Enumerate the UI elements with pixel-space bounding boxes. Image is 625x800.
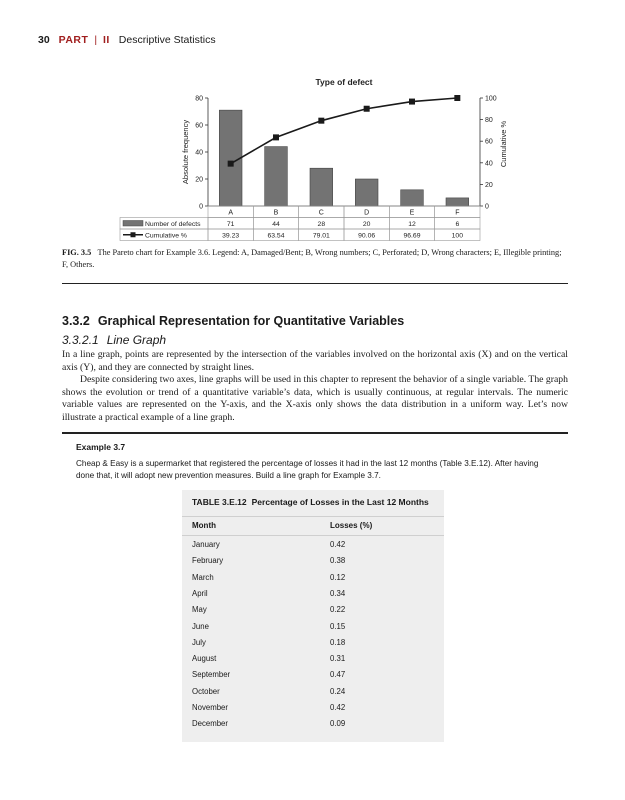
data-table-value: 28 [317, 220, 326, 228]
y2-tick-label: 100 [485, 95, 497, 103]
figure-divider [62, 283, 568, 284]
example-text: Cheap & Easy is a supermarket that registered the percentage of losses it had in the last 12 months (Table 3.E.12). After having done that, it will adopt new prevention measures. Build a line graph for Example 3.7. [76, 459, 539, 480]
table-cell: 0.38 [330, 556, 346, 566]
figure-label: FIG. 3.5 [62, 248, 92, 257]
table-row [182, 651, 444, 667]
subsection-number: 3.3.2.1 [62, 333, 99, 347]
table-cell: December [192, 719, 228, 729]
table-row [182, 570, 444, 586]
y-tick-label: 0 [199, 203, 203, 211]
table-row [182, 537, 444, 553]
y-tick-label: 40 [195, 149, 203, 157]
table-row [182, 586, 444, 602]
table-title [192, 497, 434, 507]
bar [265, 147, 288, 206]
y2-tick-label: 60 [485, 138, 493, 146]
book-section-title: Descriptive Statistics [118, 34, 216, 46]
y2-tick-label: 40 [485, 160, 493, 168]
bar [401, 190, 424, 206]
table-cell: July [192, 637, 206, 647]
table-row [182, 602, 444, 618]
bar [310, 168, 333, 206]
table-cell: 0.22 [330, 605, 346, 615]
table-cell: September [192, 670, 231, 680]
part-number: II [103, 34, 110, 46]
table-cell: June [192, 621, 209, 631]
x-category-label: D [364, 209, 370, 217]
data-table-value: 6 [455, 220, 460, 228]
bar [355, 179, 378, 206]
x-category-label: C [318, 209, 324, 217]
table-cell: 0.24 [330, 686, 346, 696]
y2-axis-title: Cumulative % [499, 120, 508, 168]
table-row [182, 684, 444, 700]
example-box [62, 432, 568, 744]
data-table-value: 71 [226, 220, 235, 228]
y-tick-label: 80 [195, 95, 203, 103]
page-number: 30 [38, 34, 50, 46]
section-number: 3.3.2 [62, 314, 90, 328]
legend-line-marker [131, 232, 136, 237]
table-cell: 0.12 [330, 572, 346, 582]
cumulative-point [318, 118, 324, 124]
section-title [62, 314, 404, 328]
cumulative-point [364, 106, 370, 112]
x-category-label: A [228, 209, 234, 217]
running-header [38, 34, 216, 46]
data-table-value: 79.01 [312, 232, 330, 240]
data-table-value: 44 [272, 220, 280, 228]
part-separator: | [94, 34, 98, 46]
table-header-cell: Losses (%) [330, 521, 373, 530]
table-header-row [182, 517, 444, 535]
table-cell: 0.09 [330, 719, 346, 729]
legend-label: Cumulative % [145, 232, 187, 240]
table-cell: January [192, 540, 220, 549]
bar [446, 198, 469, 206]
table-cell: March [192, 572, 214, 582]
legend-bar-swatch [123, 221, 143, 227]
table-cell: August [192, 654, 217, 664]
subsection-title-text: Line Graph [106, 333, 167, 347]
table-cell: 0.15 [330, 621, 346, 631]
part-label: PART [58, 34, 89, 46]
table-row [182, 619, 444, 635]
legend-label: Number of defects [145, 220, 201, 228]
losses-table [182, 490, 444, 742]
table-row [182, 667, 444, 683]
table-cell: February [192, 556, 224, 566]
data-table-value: 100 [451, 232, 464, 240]
section-title-text: Graphical Representation for Quantitative Variables [97, 314, 405, 328]
x-category-label: F [455, 209, 460, 217]
y2-tick-label: 20 [485, 181, 493, 189]
data-table-value: 96.69 [403, 232, 421, 240]
table-cell: 0.42 [330, 703, 346, 712]
table-cell: 0.18 [330, 637, 346, 647]
paragraph: Despite considering two axes, line graphs will be used in this chapter to represent the behavior of a single variable. The graph shows the evolution or trend of a quantitative variable’s data, which is usually continuous, at regular intervals. The numeric variable values are represented on the Y-axis, and the X-axis only shows the data distribution in a uniform way. Let’s now illustrate a practical example of a line graph. [62, 374, 568, 423]
chart-title: Type of defect [315, 77, 373, 87]
subsection-title [62, 333, 166, 347]
table-cell: May [192, 605, 207, 615]
table-row [182, 700, 444, 716]
table-cell: October [192, 686, 220, 696]
bar [219, 110, 242, 206]
figure-caption [62, 247, 567, 271]
pareto-chart [0, 70, 625, 248]
data-table-value: 20 [362, 220, 371, 228]
table-header-cell: Month [192, 521, 216, 530]
data-table-value: 63.54 [267, 232, 285, 240]
table-cell: April [192, 588, 208, 598]
table-label: TABLE 3.E.12 [192, 497, 247, 507]
table-cell: 0.31 [330, 654, 346, 664]
table-cell: 0.42 [330, 540, 346, 549]
y-tick-label: 20 [195, 176, 203, 184]
y-tick-label: 60 [195, 122, 203, 130]
table-cell: November [192, 703, 228, 712]
data-table-value: 12 [408, 220, 416, 228]
x-category-label: E [409, 209, 415, 217]
table-title-text: Percentage of Losses in the Last 12 Months [251, 497, 429, 507]
y2-tick-label: 80 [485, 117, 493, 125]
y2-tick-label: 0 [485, 203, 489, 211]
paragraph: In a line graph, points are represented by the intersection of the variables involved on the horizontal axis (X) and on the vertical axis (Y), and they are connected by straight lines. [62, 349, 568, 373]
data-table-value: 39.23 [222, 232, 240, 240]
table-row [182, 553, 444, 569]
table-cell: 0.34 [330, 588, 346, 598]
example-title: Example 3.7 [76, 442, 126, 452]
table-row [182, 716, 444, 732]
table-row [182, 635, 444, 651]
cumulative-point [409, 99, 415, 105]
data-table-value: 90.06 [358, 232, 376, 240]
y-axis-title: Absolute frequency [181, 119, 190, 185]
table-rule [182, 535, 444, 536]
table-cell: 0.47 [330, 670, 346, 680]
figure-caption-text: The Pareto chart for Example 3.6. Legend: A, Damaged/Bent; B, Wrong numbers; C, Perforated; D, Wrong characters; E, Illegible printing; F, Others. [62, 248, 562, 269]
cumulative-point [228, 161, 234, 167]
cumulative-point [273, 134, 279, 140]
cumulative-point [454, 95, 460, 101]
x-category-label: B [273, 209, 279, 217]
